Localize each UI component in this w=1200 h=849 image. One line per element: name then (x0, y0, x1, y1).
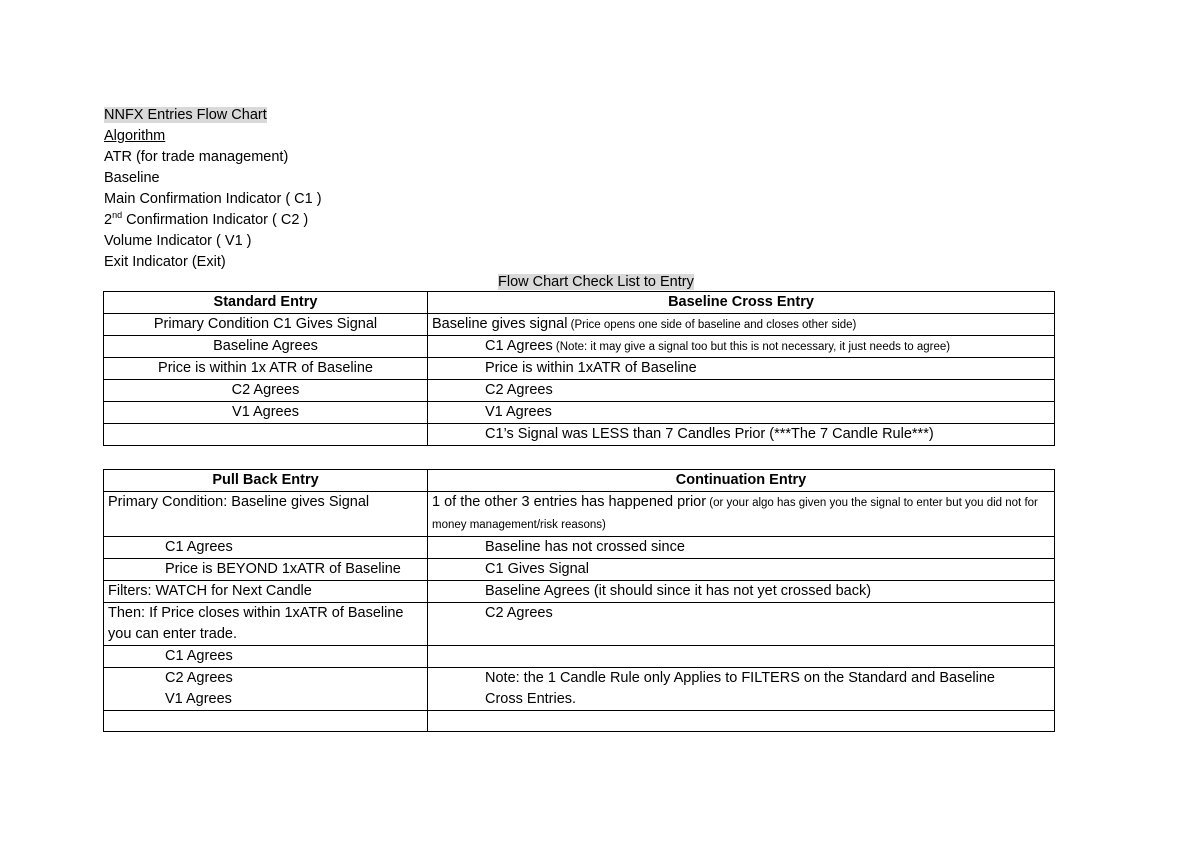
table-cell (428, 646, 1055, 668)
table-cell: Cross Entries. (428, 689, 1055, 711)
table-row (104, 537, 1055, 559)
table-cell: C1’s Signal was LESS than 7 Candles Prior (***The 7 Candle Rule***) (428, 424, 1055, 446)
header-standard-entry: Standard Entry (104, 292, 428, 314)
table-row (104, 424, 1055, 446)
v1-line: Volume Indicator ( V1 ) (104, 233, 252, 249)
table-cell: Price is BEYOND 1xATR of Baseline (104, 559, 428, 581)
table-cell: Baseline has not crossed since (428, 537, 1055, 559)
table-cell: Primary Condition: Baseline gives Signal (104, 492, 428, 537)
table-row (104, 336, 1055, 358)
table-row (104, 492, 1055, 537)
table-cell: Then: If Price closes within 1xATR of Baseline you can enter trade. (104, 603, 428, 646)
c1-line: Main Confirmation Indicator ( C1 ) (104, 191, 322, 207)
table-cell (428, 711, 1055, 732)
table-row (104, 689, 1055, 711)
table-row (104, 402, 1055, 424)
table-header-row (104, 470, 1055, 492)
table-cell: 1 of the other 3 entries has happened prior (or your algo has given you the signal to enter but you did not for money management/risk reasons) (428, 492, 1055, 537)
table-cell: C2 Agrees (428, 380, 1055, 402)
table-cell: C1 Agrees (104, 537, 428, 559)
table-cell: C2 Agrees (104, 380, 428, 402)
table-cell: C2 Agrees (104, 668, 428, 690)
table-row (104, 603, 1055, 646)
exit-line: Exit Indicator (Exit) (104, 254, 226, 270)
document-title: NNFX Entries Flow Chart (104, 107, 267, 123)
table-row (104, 668, 1055, 690)
table-cell: Primary Condition C1 Gives Signal (104, 314, 428, 336)
table-cell: Baseline Agrees (it should since it has not yet crossed back) (428, 581, 1055, 603)
table-header-row (104, 292, 1055, 314)
header-pull-back-entry: Pull Back Entry (104, 470, 428, 492)
table-cell: V1 Agrees (428, 402, 1055, 424)
header-continuation-entry: Continuation Entry (428, 470, 1055, 492)
table-cell: Note: the 1 Candle Rule only Applies to FILTERS on the Standard and Baseline (428, 668, 1055, 690)
table-cell: Filters: WATCH for Next Candle (104, 581, 428, 603)
table-row (104, 380, 1055, 402)
table-row (104, 581, 1055, 603)
table-cell: C2 Agrees (428, 603, 1055, 646)
table-cell: Price is within 1x ATR of Baseline (104, 358, 428, 380)
intro-block (104, 105, 322, 273)
entry-table-1 (103, 291, 1055, 446)
table-row (104, 559, 1055, 581)
table-cell: C1 Agrees (Note: it may give a signal too but this is not necessary, it just needs to agree) (428, 336, 1055, 358)
atr-line: ATR (for trade management) (104, 149, 289, 165)
table-cell (104, 424, 428, 446)
table-cell: V1 Agrees (104, 689, 428, 711)
table-row (104, 314, 1055, 336)
entry-table-2 (103, 469, 1055, 732)
table-row (104, 711, 1055, 732)
algorithm-heading: Algorithm (104, 128, 166, 144)
table-cell: Baseline gives signal (Price opens one side of baseline and closes other side) (428, 314, 1055, 336)
baseline-line: Baseline (104, 170, 160, 186)
table-cell (104, 711, 428, 732)
table-cell: V1 Agrees (104, 402, 428, 424)
table-cell: Price is within 1xATR of Baseline (428, 358, 1055, 380)
checklist-caption: Flow Chart Check List to Entry (498, 274, 694, 290)
table-cell: Baseline Agrees (104, 336, 428, 358)
table-cell: C1 Gives Signal (428, 559, 1055, 581)
header-baseline-cross-entry: Baseline Cross Entry (428, 292, 1055, 314)
table-row (104, 358, 1055, 380)
c2-line: 2nd Confirmation Indicator ( C2 ) (104, 210, 309, 228)
table-cell: C1 Agrees (104, 646, 428, 668)
table-row (104, 646, 1055, 668)
